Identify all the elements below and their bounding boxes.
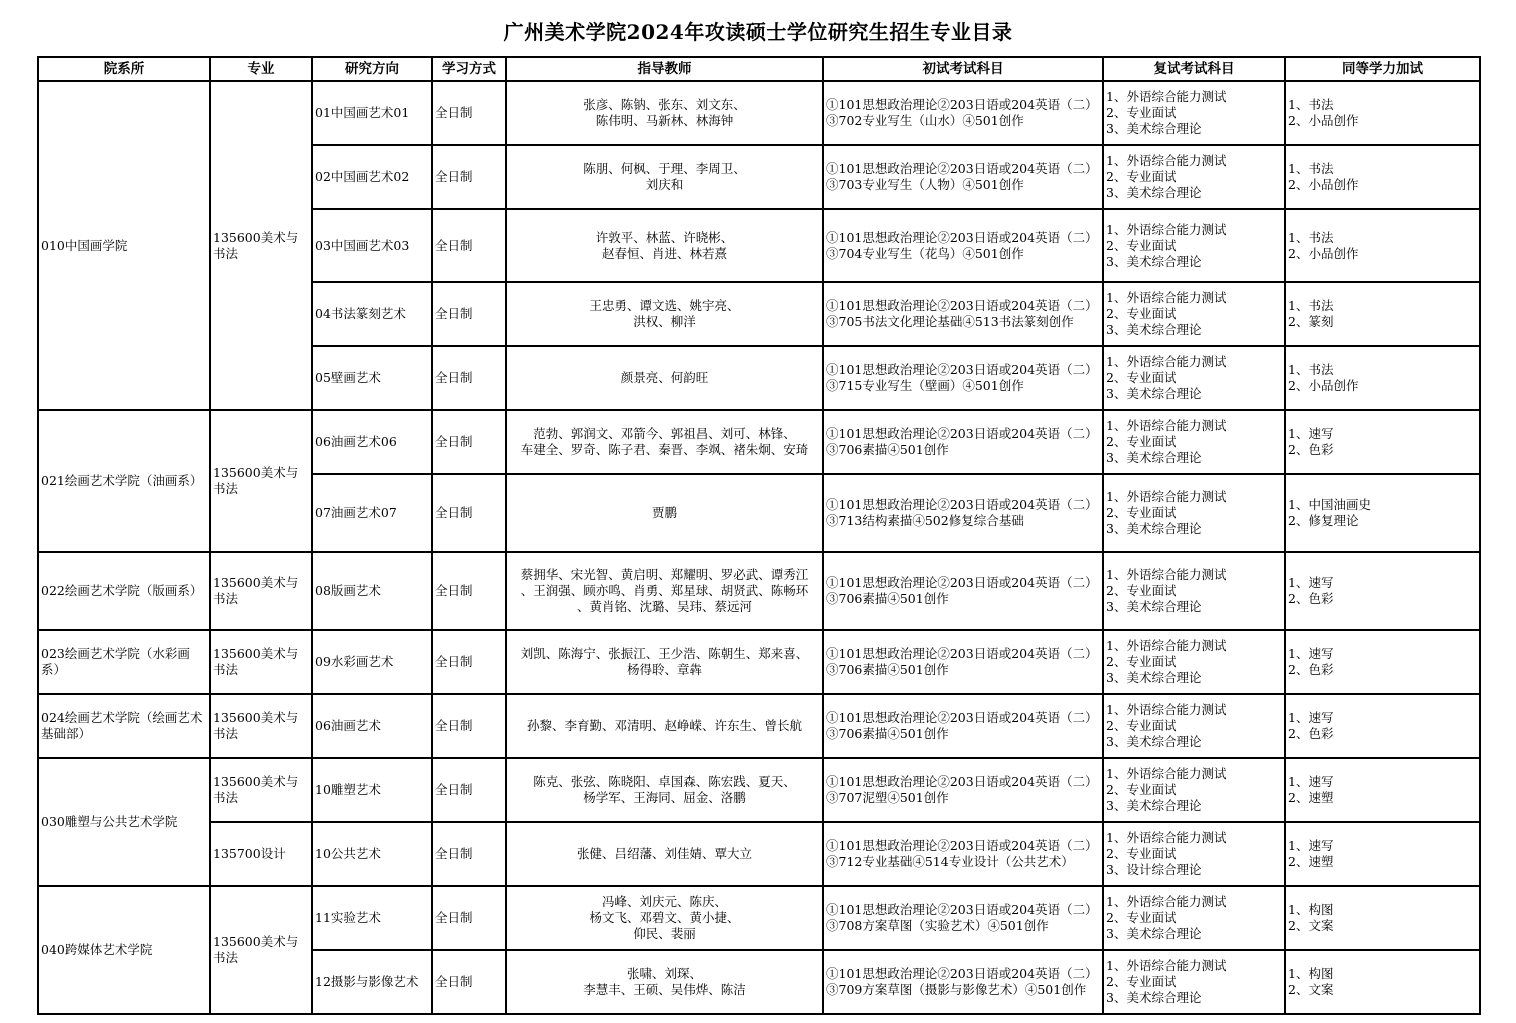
direction-cell: 07油画艺术07 (312, 474, 432, 552)
table-row (38, 552, 1480, 630)
direction-cell: 06油画艺术 (312, 694, 432, 758)
study-mode-cell: 全日制 (432, 282, 506, 346)
header-study-mode: 学习方式 (432, 57, 506, 81)
direction-cell: 10公共艺术 (312, 822, 432, 886)
header-major: 专业 (210, 57, 312, 81)
extra-exam-cell: 1、书法 2、小品创作 (1285, 81, 1480, 145)
table-row (38, 81, 1480, 145)
department-cell: 030雕塑与公共艺术学院 (38, 758, 210, 886)
department-cell: 023绘画艺术学院（水彩画系） (38, 630, 210, 694)
extra-exam-cell: 1、书法 2、小品创作 (1285, 209, 1480, 282)
retest-cell: 1、外语综合能力测试 2、专业面试 3、美术综合理论 (1103, 552, 1285, 630)
extra-exam-cell: 1、书法 2、小品创作 (1285, 145, 1480, 209)
advisors-cell: 颜景亮、何韵旺 (506, 346, 823, 410)
initial-exam-cell: ①101思想政治理论②203日语或204英语（二） ③708方案草图（实验艺术）④501创作 (823, 886, 1103, 950)
department-cell: 021绘画艺术学院（油画系） (38, 410, 210, 552)
table-row (38, 694, 1480, 758)
initial-exam-cell: ①101思想政治理论②203日语或204英语（二） ③713结构素描④502修复综合基础 (823, 474, 1103, 552)
department-cell: 024绘画艺术学院（绘画艺术基础部） (38, 694, 210, 758)
initial-exam-cell: ①101思想政治理论②203日语或204英语（二） ③704专业写生（花鸟）④501创作 (823, 209, 1103, 282)
initial-exam-cell: ①101思想政治理论②203日语或204英语（二） ③705书法文化理论基础④513书法篆刻创作 (823, 282, 1103, 346)
initial-exam-cell: ①101思想政治理论②203日语或204英语（二） ③706素描④501创作 (823, 410, 1103, 474)
header-advisors: 指导教师 (506, 57, 823, 81)
major-cell: 135700设计 (210, 822, 312, 886)
major-cell: 135600美术与书法 (210, 758, 312, 822)
direction-cell: 12摄影与影像艺术 (312, 950, 432, 1014)
advisors-cell: 蔡拥华、宋光智、黄启明、郑耀明、罗必武、谭秀江 、王润强、顾亦鸣、肖勇、郑星球、胡贤武、陈畅环 、黄肖铭、沈璐、吴玮、蔡远河 (506, 552, 823, 630)
advisors-cell: 陈朋、何枫、于理、李周卫、 刘庆和 (506, 145, 823, 209)
extra-exam-cell: 1、速写 2、色彩 (1285, 630, 1480, 694)
major-cell: 135600美术与书法 (210, 552, 312, 630)
major-cell: 135600美术与书法 (210, 694, 312, 758)
study-mode-cell: 全日制 (432, 346, 506, 410)
study-mode-cell: 全日制 (432, 410, 506, 474)
table-row (38, 822, 1480, 886)
retest-cell: 1、外语综合能力测试 2、专业面试 3、美术综合理论 (1103, 346, 1285, 410)
retest-cell: 1、外语综合能力测试 2、专业面试 3、美术综合理论 (1103, 630, 1285, 694)
extra-exam-cell: 1、书法 2、小品创作 (1285, 346, 1480, 410)
initial-exam-cell: ①101思想政治理论②203日语或204英语（二） ③706素描④501创作 (823, 552, 1103, 630)
direction-cell: 01中国画艺术01 (312, 81, 432, 145)
table-header (38, 57, 1480, 81)
study-mode-cell: 全日制 (432, 209, 506, 282)
extra-exam-cell: 1、构图 2、文案 (1285, 950, 1480, 1014)
initial-exam-cell: ①101思想政治理论②203日语或204英语（二） ③702专业写生（山水）④501创作 (823, 81, 1103, 145)
study-mode-cell: 全日制 (432, 822, 506, 886)
major-cell: 135600美术与书法 (210, 410, 312, 552)
extra-exam-cell: 1、书法 2、篆刻 (1285, 282, 1480, 346)
retest-cell: 1、外语综合能力测试 2、专业面试 3、设计综合理论 (1103, 822, 1285, 886)
table-row (38, 410, 1480, 474)
table-row (38, 630, 1480, 694)
major-cell: 135600美术与书法 (210, 630, 312, 694)
extra-exam-cell: 1、速写 2、色彩 (1285, 410, 1480, 474)
direction-cell: 03中国画艺术03 (312, 209, 432, 282)
retest-cell: 1、外语综合能力测试 2、专业面试 3、美术综合理论 (1103, 209, 1285, 282)
study-mode-cell: 全日制 (432, 758, 506, 822)
advisors-cell: 刘凯、陈海宁、张振江、王少浩、陈朝生、郑来喜、 杨得聆、章犇 (506, 630, 823, 694)
header-department: 院系所 (38, 57, 210, 81)
direction-cell: 05壁画艺术 (312, 346, 432, 410)
header-extra-exam: 同等学力加试 (1285, 57, 1480, 81)
department-cell: 040跨媒体艺术学院 (38, 886, 210, 1014)
table-row (38, 886, 1480, 950)
extra-exam-cell: 1、中国油画史 2、修复理论 (1285, 474, 1480, 552)
retest-cell: 1、外语综合能力测试 2、专业面试 3、美术综合理论 (1103, 694, 1285, 758)
initial-exam-cell: ①101思想政治理论②203日语或204英语（二） ③706素描④501创作 (823, 630, 1103, 694)
study-mode-cell: 全日制 (432, 886, 506, 950)
initial-exam-cell: ①101思想政治理论②203日语或204英语（二） ③706素描④501创作 (823, 694, 1103, 758)
advisors-cell: 王忠勇、谭文选、姚宇亮、 洪权、柳洋 (506, 282, 823, 346)
direction-cell: 02中国画艺术02 (312, 145, 432, 209)
initial-exam-cell: ①101思想政治理论②203日语或204英语（二） ③707泥塑④501创作 (823, 758, 1103, 822)
retest-cell: 1、外语综合能力测试 2、专业面试 3、美术综合理论 (1103, 282, 1285, 346)
header-initial-exam: 初试考试科目 (823, 57, 1103, 81)
initial-exam-cell: ①101思想政治理论②203日语或204英语（二） ③703专业写生（人物）④501创作 (823, 145, 1103, 209)
major-cell: 135600美术与书法 (210, 886, 312, 1014)
advisors-cell: 冯峰、刘庆元、陈庆、 杨文飞、邓碧文、黄小捷、 仰民、裴丽 (506, 886, 823, 950)
retest-cell: 1、外语综合能力测试 2、专业面试 3、美术综合理论 (1103, 950, 1285, 1014)
initial-exam-cell: ①101思想政治理论②203日语或204英语（二） ③709方案草图（摄影与影像艺术）④501创作 (823, 950, 1103, 1014)
advisors-cell: 陈克、张弦、陈晓阳、卓国森、陈宏践、夏天、 杨学军、王海同、屈金、洛鹏 (506, 758, 823, 822)
study-mode-cell: 全日制 (432, 145, 506, 209)
study-mode-cell: 全日制 (432, 81, 506, 145)
direction-cell: 08版画艺术 (312, 552, 432, 630)
retest-cell: 1、外语综合能力测试 2、专业面试 3、美术综合理论 (1103, 758, 1285, 822)
header-row (38, 57, 1480, 81)
department-cell: 022绘画艺术学院（版画系） (38, 552, 210, 630)
header-retest: 复试考试科目 (1103, 57, 1285, 81)
study-mode-cell: 全日制 (432, 630, 506, 694)
initial-exam-cell: ①101思想政治理论②203日语或204英语（二） ③712专业基础④514专业设计（公共艺术） (823, 822, 1103, 886)
retest-cell: 1、外语综合能力测试 2、专业面试 3、美术综合理论 (1103, 145, 1285, 209)
extra-exam-cell: 1、构图 2、文案 (1285, 886, 1480, 950)
direction-cell: 09水彩画艺术 (312, 630, 432, 694)
advisors-cell: 范勃、郭润文、邓箭今、郭祖昌、刘可、林锋、 车建全、罗奇、陈子君、秦晋、李飒、褚朱炯、安琦 (506, 410, 823, 474)
retest-cell: 1、外语综合能力测试 2、专业面试 3、美术综合理论 (1103, 410, 1285, 474)
advisors-cell: 张啸、刘琛、 李慧丰、王硕、吴伟烨、陈洁 (506, 950, 823, 1014)
retest-cell: 1、外语综合能力测试 2、专业面试 3、美术综合理论 (1103, 81, 1285, 145)
extra-exam-cell: 1、速写 2、色彩 (1285, 694, 1480, 758)
department-cell: 010中国画学院 (38, 81, 210, 410)
advisors-cell: 贾鹏 (506, 474, 823, 552)
study-mode-cell: 全日制 (432, 474, 506, 552)
direction-cell: 04书法篆刻艺术 (312, 282, 432, 346)
table-row (38, 758, 1480, 822)
retest-cell: 1、外语综合能力测试 2、专业面试 3、美术综合理论 (1103, 474, 1285, 552)
advisors-cell: 孙黎、李育勤、邓清明、赵峥嵘、许东生、曾长航 (506, 694, 823, 758)
advisors-cell: 张彦、陈钠、张东、刘文东、 陈伟明、马新林、林海钟 (506, 81, 823, 145)
retest-cell: 1、外语综合能力测试 2、专业面试 3、美术综合理论 (1103, 886, 1285, 950)
table-body (38, 81, 1480, 1014)
study-mode-cell: 全日制 (432, 552, 506, 630)
header-direction: 研究方向 (312, 57, 432, 81)
extra-exam-cell: 1、速写 2、色彩 (1285, 552, 1480, 630)
catalog-table (37, 56, 1481, 1015)
page-title: 广州美术学院2024年攻读硕士学位研究生招生专业目录 (503, 20, 1013, 44)
direction-cell: 11实验艺术 (312, 886, 432, 950)
direction-cell: 06油画艺术06 (312, 410, 432, 474)
direction-cell: 10雕塑艺术 (312, 758, 432, 822)
initial-exam-cell: ①101思想政治理论②203日语或204英语（二） ③715专业写生（壁画）④501创作 (823, 346, 1103, 410)
study-mode-cell: 全日制 (432, 694, 506, 758)
study-mode-cell: 全日制 (432, 950, 506, 1014)
advisors-cell: 许敦平、林蓝、许晓彬、 赵春恒、肖进、林若熹 (506, 209, 823, 282)
major-cell: 135600美术与书法 (210, 81, 312, 410)
extra-exam-cell: 1、速写 2、速塑 (1285, 822, 1480, 886)
extra-exam-cell: 1、速写 2、速塑 (1285, 758, 1480, 822)
advisors-cell: 张健、吕绍藩、刘佳婧、覃大立 (506, 822, 823, 886)
